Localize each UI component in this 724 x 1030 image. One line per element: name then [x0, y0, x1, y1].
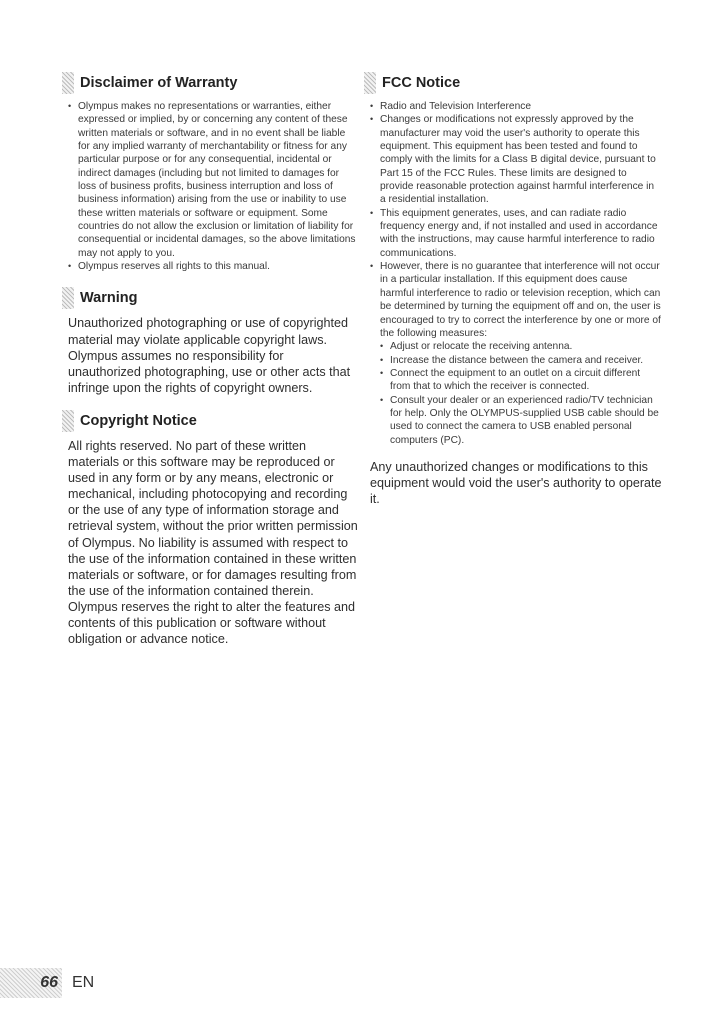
fcc-section — [370, 72, 662, 507]
fcc-item: • Changes or modifications not expressly approved by the manufacturer may void the user's authority to operate this equipment. This equipment has been tested and found to comply with the limits for a Class B digital device, pursuant to Part 15 of the FCC Rules. These limits are designed to provide reasonable protection against harmful interference in a residential installation. — [370, 113, 662, 206]
page-number-band — [0, 968, 62, 998]
warning-title: Warning — [80, 290, 138, 307]
disclaimer-item: • Olympus reserves all rights to this manual. — [68, 260, 358, 273]
copyright-title: Copyright Notice — [80, 412, 197, 429]
copyright-text: All rights reserved. No part of these written materials or this software may be reproduced or used in any form or by any means, electronic or mechanical, including photocopying and recording or the use of any type of information storage and retrieval system, without the prior written permission of Olympus. No liability is assumed with respect to the use of the information contained in these written materials or software, or for damages resulting from the use of the information contained therein. Olympus reserves the right to alter the features and contents of this publication or software without obligation or advance notice. — [68, 438, 358, 647]
fcc-subitem: • Adjust or relocate the receiving antenna. — [370, 340, 662, 353]
fcc-list — [370, 100, 662, 447]
fcc-item: • This equipment generates, uses, and can radiate radio frequency energy and, if not installed and used in accordance with the instructions, may cause harmful interference to radio communications. — [370, 207, 662, 260]
fcc-subitem: • Consult your dealer or an experienced radio/TV technician for help. Only the OLYMPUS-supplied USB cable should be used to connect the camera to USB enabled personal computers (PC). — [370, 394, 662, 447]
right-column — [370, 72, 662, 507]
page-footer — [0, 968, 120, 998]
fcc-item: • However, there is no guarantee that interference will not occur in a particular installation. If this equipment does cause harmful interference to radio or television reception, which can be determined by turning the equipment off and on, the user is encouraged to try to correct the interference by one or more of the following measures: — [370, 260, 662, 340]
left-column — [68, 72, 358, 647]
warning-heading — [62, 287, 358, 309]
language-label: EN — [72, 974, 95, 991]
heading-marker-icon — [62, 410, 74, 432]
heading-marker-icon — [62, 72, 74, 94]
disclaimer-list — [68, 100, 358, 273]
warning-section — [68, 287, 358, 395]
warning-text: Unauthorized photographing or use of copyrighted material may violate applicable copyright laws. Olympus assumes no responsibility for unauthorized photographing, use or other acts that infringe upon the rights of copyright owners. — [68, 316, 351, 395]
heading-marker-icon — [364, 72, 376, 94]
fcc-heading — [364, 72, 662, 94]
disclaimer-heading — [62, 72, 358, 94]
disclaimer-title: Disclaimer of Warranty — [80, 75, 238, 91]
copyright-section — [68, 410, 358, 647]
copyright-heading — [62, 410, 358, 432]
fcc-item: • Radio and Television Interference — [370, 100, 662, 113]
fcc-subitem: • Connect the equipment to an outlet on a circuit different from that to which the receiver is connected. — [370, 367, 662, 394]
heading-marker-icon — [62, 287, 74, 309]
disclaimer-section — [68, 72, 358, 273]
fcc-subitem: • Increase the distance between the camera and receiver. — [370, 354, 662, 367]
page-number: 66 — [40, 974, 58, 991]
fcc-title: FCC Notice — [382, 75, 461, 91]
fcc-closing-text: Any unauthorized changes or modifications to this equipment would void the user's authority to operate it. — [370, 459, 662, 507]
disclaimer-item: • Olympus makes no representations or warranties, either expressed or implied, by or concerning any content of these written materials or software, and in no event shall be liable for any implied warranty of merchantability or fitness for any particular purpose or for any consequential, incidental or indirect damages (including but not limited to damages for loss of business profits, business interruption and loss of business information) arising from the use or inability to use these written materials or software or equipment. Some countries do not allow the exclusion or limitation of liability for consequential or incidental damages, so the above limitations may not apply to you. — [68, 100, 358, 260]
